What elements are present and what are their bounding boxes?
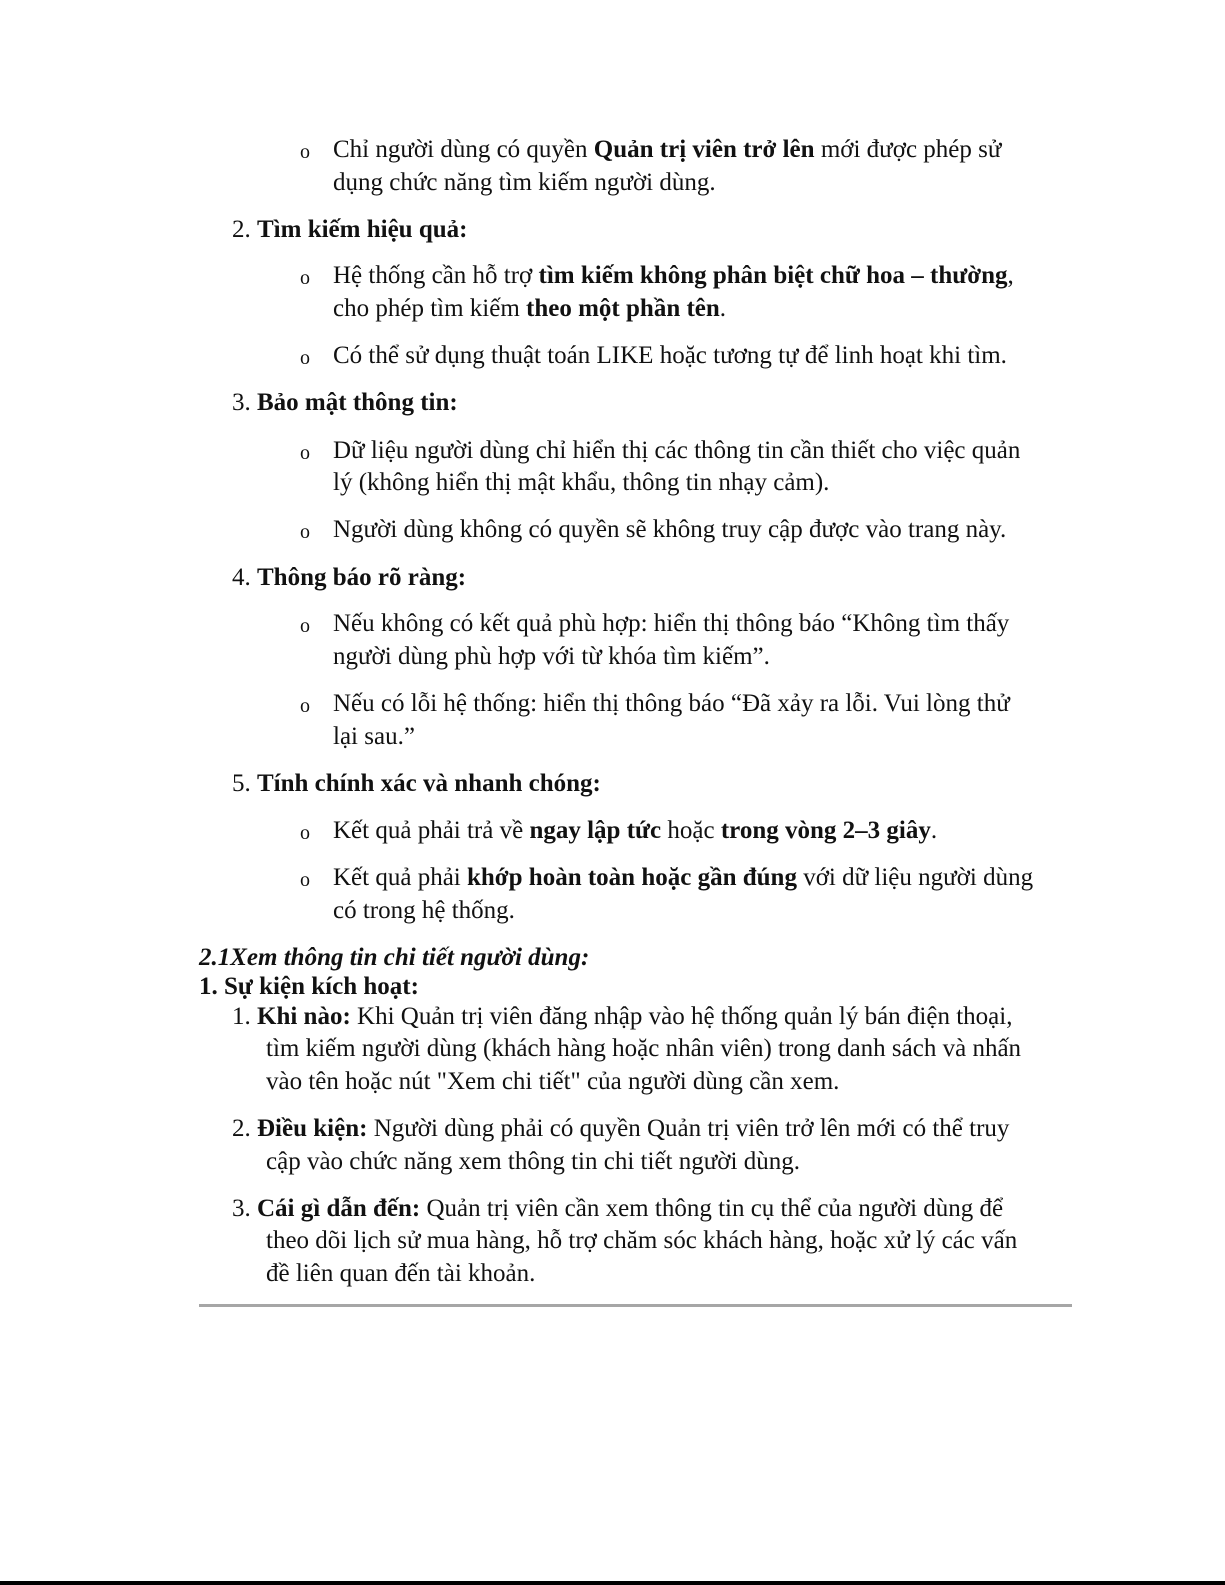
event-line: vào tên hoặc nút "Xem chi tiết" của người dùng cần xem.: [266, 1068, 840, 1095]
paragraph-line: Hệ thống cần hỗ trợ tìm kiếm không phân biệt chữ hoa – thường,: [333, 262, 1014, 289]
paragraph-line: người dùng phù hợp với từ khóa tìm kiếm”.: [333, 643, 770, 670]
list-item-title: 4. Thông báo rõ ràng:: [232, 564, 467, 591]
paragraph-line: Dữ liệu người dùng chỉ hiển thị các thông tin cần thiết cho việc quản: [333, 437, 1021, 464]
event-line: cập vào chức năng xem thông tin chi tiết người dùng.: [266, 1148, 800, 1175]
event-line: đề liên quan đến tài khoản.: [266, 1260, 536, 1287]
bullet-marker: o: [300, 615, 310, 637]
bullet-marker: o: [300, 695, 310, 717]
paragraph-line: có trong hệ thống.: [333, 897, 515, 924]
list-item-title: 3. Bảo mật thông tin:: [232, 389, 458, 416]
paragraph-line: cho phép tìm kiếm theo một phần tên.: [333, 295, 727, 322]
paragraph-line: Nếu không có kết quả phù hợp: hiển thị thông báo “Không tìm thấy: [333, 610, 1010, 637]
page-bottom-border: [0, 1581, 1225, 1585]
bullet-marker: o: [300, 442, 310, 464]
event-line: 3. Cái gì dẫn đến: Quản trị viên cần xem thông tin cụ thể của người dùng để: [232, 1195, 1004, 1222]
paragraph-line: Kết quả phải trả về ngay lập tức hoặc trong vòng 2–3 giây.: [333, 817, 938, 844]
bullet-marker: o: [300, 141, 310, 163]
paragraph-line: Người dùng không có quyền sẽ không truy cập được vào trang này.: [333, 516, 1007, 543]
paragraph-line: lại sau.”: [333, 723, 415, 750]
paragraph-line: Kết quả phải khớp hoàn toàn hoặc gần đúng với dữ liệu người dùng: [333, 864, 1034, 891]
horizontal-rule: [199, 1304, 1072, 1307]
bullet-marker: o: [300, 347, 310, 369]
event-line: 1. Khi nào: Khi Quản trị viên đăng nhập vào hệ thống quản lý bán điện thoại,: [232, 1003, 1013, 1030]
bullet-marker: o: [300, 869, 310, 891]
paragraph-line: Có thể sử dụng thuật toán LIKE hoặc tương tự để linh hoạt khi tìm.: [333, 342, 1007, 369]
list-item-title: 5. Tính chính xác và nhanh chóng:: [232, 770, 601, 797]
bullet-marker: o: [300, 521, 310, 543]
paragraph-line: Chỉ người dùng có quyền Quản trị viên trở lên mới được phép sử: [333, 136, 1002, 163]
section-heading: 2.1Xem thông tin chi tiết người dùng:: [199, 944, 590, 971]
list-item-title: 2. Tìm kiếm hiệu quả:: [232, 216, 468, 243]
paragraph-line: lý (không hiển thị mật khẩu, thông tin nhạy cảm).: [333, 469, 830, 496]
event-line: 2. Điều kiện: Người dùng phải có quyền Quản trị viên trở lên mới có thể truy: [232, 1115, 1010, 1142]
event-line: tìm kiếm người dùng (khách hàng hoặc nhân viên) trong danh sách và nhấn: [266, 1035, 1022, 1062]
event-line: theo dõi lịch sử mua hàng, hỗ trợ chăm sóc khách hàng, hoặc xử lý các vấn: [266, 1227, 1018, 1254]
paragraph-line: Nếu có lỗi hệ thống: hiển thị thông báo “Đã xảy ra lỗi. Vui lòng thử: [333, 690, 1010, 717]
bullet-marker: o: [300, 267, 310, 289]
paragraph-line: dụng chức năng tìm kiếm người dùng.: [333, 169, 716, 196]
bullet-marker: o: [300, 822, 310, 844]
subsection-heading: 1. Sự kiện kích hoạt:: [199, 973, 419, 1000]
